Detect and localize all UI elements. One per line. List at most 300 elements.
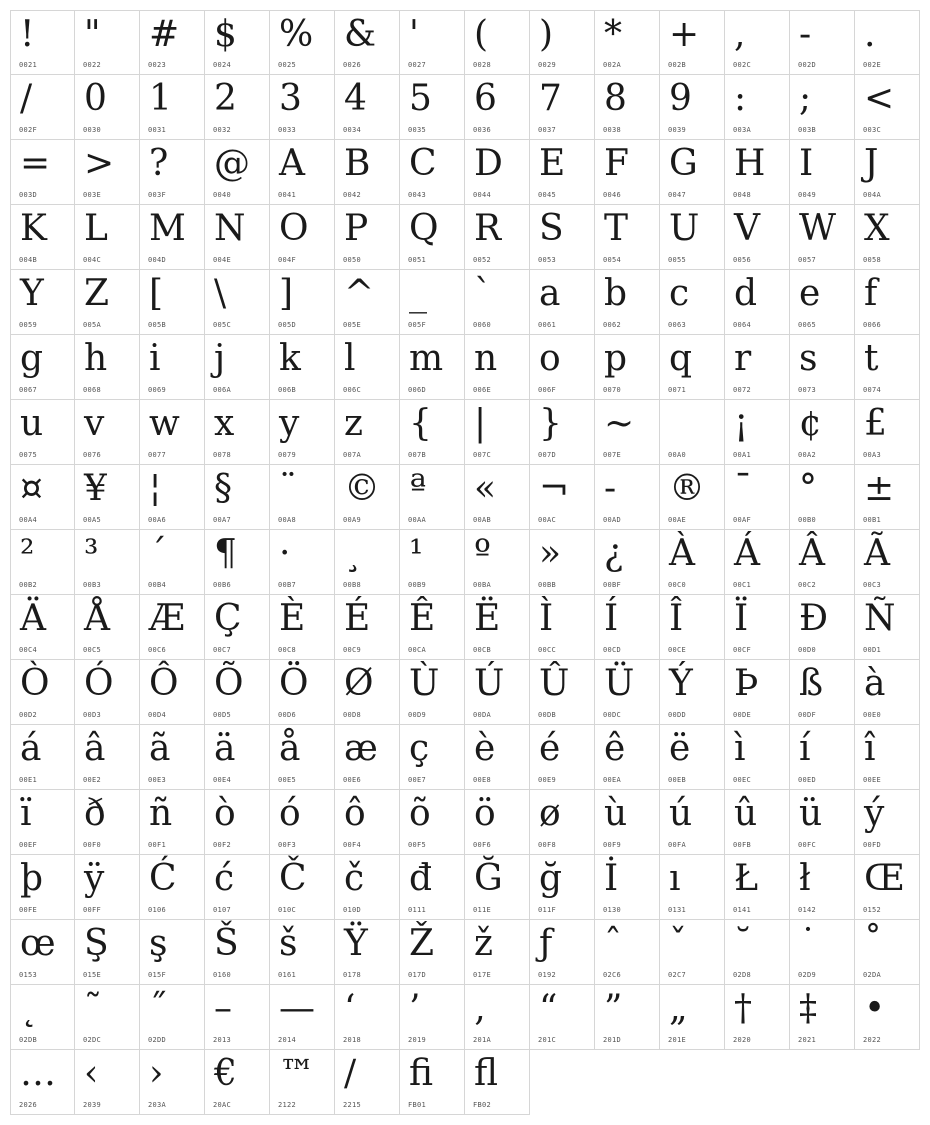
glyph-char: œ	[20, 923, 56, 964]
glyph-code: 2039	[83, 1101, 102, 1109]
glyph-cell-u011e	[465, 855, 530, 920]
glyph-char: W	[799, 208, 837, 249]
glyph-char: '	[409, 14, 419, 55]
glyph-cell-u004d	[140, 205, 205, 270]
glyph-cell-u00fb	[725, 790, 790, 855]
glyph-cell-u0067	[10, 335, 75, 400]
glyph-code: 010D	[343, 906, 362, 914]
glyph-code: 004D	[148, 256, 167, 264]
glyph-cell-u0131	[660, 855, 725, 920]
glyph-cell-u0064	[725, 270, 790, 335]
glyph-cell-u02c7	[660, 920, 725, 985]
glyph-char: Œ	[864, 858, 905, 899]
glyph-code: 0042	[343, 191, 362, 199]
glyph-cell-u0049	[790, 140, 855, 205]
glyph-char: ∕	[344, 1053, 357, 1094]
glyph-char: ‡	[799, 988, 817, 1029]
glyph-cell-u00dc	[595, 660, 660, 725]
glyph-cell-u0057	[790, 205, 855, 270]
glyph-cell-u005e	[335, 270, 400, 335]
glyph-cell-u0058	[855, 205, 920, 270]
glyph-cell-u0111	[400, 855, 465, 920]
glyph-char: í	[799, 728, 811, 769]
glyph-cell-u0072	[725, 335, 790, 400]
glyph-char: —	[279, 988, 315, 1029]
glyph-code: 0029	[538, 61, 557, 69]
glyph-cell-u00cc	[530, 595, 595, 660]
glyph-code: 00B9	[408, 581, 427, 589]
glyph-char: ć	[214, 858, 235, 899]
glyph-char: X	[864, 208, 890, 249]
glyph-cell-u0037	[530, 75, 595, 140]
glyph-code: 00E4	[213, 776, 232, 784]
glyph-code: 0160	[213, 971, 232, 979]
glyph-code: 003B	[798, 126, 817, 134]
glyph-cell-u0056	[725, 205, 790, 270]
glyph-cell-u00aa	[400, 465, 465, 530]
glyph-cell-u011f	[530, 855, 595, 920]
glyph-cell-u02d8	[725, 920, 790, 985]
glyph-code: 00AE	[668, 516, 687, 524]
glyph-code: 006D	[408, 386, 427, 394]
glyph-char: å	[279, 728, 301, 769]
glyph-char: ł	[799, 858, 811, 899]
glyph-char: Ã	[864, 533, 890, 574]
glyph-cell-u00d0	[790, 595, 855, 660]
glyph-cell-u00e1	[10, 725, 75, 790]
glyph-char: ü	[799, 793, 823, 834]
glyph-char: O	[279, 208, 309, 249]
glyph-code: 00EC	[733, 776, 752, 784]
glyph-cell-u0054	[595, 205, 660, 270]
glyph-code: 0065	[798, 321, 817, 329]
glyph-cell-u0045	[530, 140, 595, 205]
glyph-cell-u007d	[530, 400, 595, 465]
glyph-cell-u00d3	[75, 660, 140, 725]
glyph-code: 015F	[148, 971, 167, 979]
glyph-code: 0028	[473, 61, 492, 69]
glyph-code: 00B3	[83, 581, 102, 589]
glyph-code: 00E7	[408, 776, 427, 784]
glyph-cell-u00cd	[595, 595, 660, 660]
glyph-char: i	[149, 338, 161, 379]
glyph-cell-u017e	[465, 920, 530, 985]
glyph-code: 004E	[213, 256, 232, 264]
glyph-char: ¯	[734, 468, 752, 509]
glyph-char: y	[279, 403, 300, 444]
glyph-char: =	[20, 143, 51, 184]
glyph-char: k	[279, 338, 301, 379]
glyph-cell-u00a0	[660, 400, 725, 465]
glyph-char: º	[474, 533, 491, 574]
glyph-code: 00A4	[19, 516, 38, 524]
glyph-cell-u002b	[660, 10, 725, 75]
glyph-cell-u00ce	[660, 595, 725, 660]
glyph-cell-u00c8	[270, 595, 335, 660]
glyph-code: 00DA	[473, 711, 492, 719]
glyph-code: 203A	[148, 1101, 167, 1109]
glyph-code: 00CE	[668, 646, 687, 654]
glyph-code: 0070	[603, 386, 622, 394]
glyph-cell-u00e3	[140, 725, 205, 790]
glyph-cell-u007e	[595, 400, 660, 465]
glyph-char: İ	[604, 858, 619, 899]
glyph-cell-u2019	[400, 985, 465, 1050]
glyph-char: æ	[344, 728, 378, 769]
glyph-char: È	[279, 598, 306, 639]
glyph-char: t	[864, 338, 879, 379]
glyph-cell-u003c	[855, 75, 920, 140]
glyph-char: Ê	[409, 598, 436, 639]
glyph-char: ±	[864, 468, 895, 509]
glyph-cell-u00df	[790, 660, 855, 725]
glyph-code: 00CC	[538, 646, 557, 654]
glyph-code: 005D	[278, 321, 297, 329]
glyph-char: Ó	[84, 663, 114, 704]
glyph-code: 201A	[473, 1036, 492, 1044]
glyph-code: 00F0	[83, 841, 102, 849]
glyph-char: Ð	[799, 598, 829, 639]
glyph-code: 002C	[733, 61, 752, 69]
glyph-char: ì	[734, 728, 746, 769]
glyph-code: 02DB	[19, 1036, 38, 1044]
glyph-char: č	[344, 858, 365, 899]
glyph-code: 003F	[148, 191, 167, 199]
glyph-char: ñ	[149, 793, 173, 834]
glyph-char: 2	[214, 78, 237, 119]
glyph-code: 00DC	[603, 711, 622, 719]
glyph-char: Ÿ	[344, 923, 368, 964]
glyph-code: 0054	[603, 256, 622, 264]
glyph-cell-u00bf	[595, 530, 660, 595]
glyph-char: Ù	[409, 663, 440, 704]
glyph-char: À	[669, 533, 695, 574]
glyph-code: 017E	[473, 971, 492, 979]
glyph-char: p	[604, 338, 628, 379]
glyph-cell-u0068	[75, 335, 140, 400]
glyph-char: [	[149, 273, 164, 314]
glyph-char: ˙	[799, 923, 817, 964]
glyph-char: Å	[84, 598, 110, 639]
glyph-char: ‚	[474, 988, 486, 1029]
glyph-char: Ò	[20, 663, 50, 704]
glyph-cell-u0130	[595, 855, 660, 920]
glyph-code: 00D0	[798, 646, 817, 654]
glyph-char: ý	[864, 793, 885, 834]
glyph-cell-u006c	[335, 335, 400, 400]
glyph-char: ﬁ	[409, 1053, 434, 1094]
glyph-cell-u015f	[140, 920, 205, 985]
glyph-code: 0039	[668, 126, 687, 134]
glyph-code: 00C8	[278, 646, 297, 654]
glyph-code: 02D8	[733, 971, 752, 979]
glyph-cell-u004b	[10, 205, 75, 270]
glyph-cell-u0071	[660, 335, 725, 400]
glyph-code: 00D3	[83, 711, 102, 719]
glyph-cell-u002c	[725, 10, 790, 75]
glyph-cell-u003d	[10, 140, 75, 205]
glyph-cell-u0031	[140, 75, 205, 140]
glyph-char: ë	[669, 728, 691, 769]
glyph-code: 0130	[603, 906, 622, 914]
glyph-cell-u006e	[465, 335, 530, 400]
glyph-code: 00FA	[668, 841, 687, 849]
glyph-char: P	[344, 208, 369, 249]
glyph-cell-u003b	[790, 75, 855, 140]
glyph-code: 00B0	[798, 516, 817, 524]
glyph-code: 0049	[798, 191, 817, 199]
glyph-char: d	[734, 273, 758, 314]
glyph-cell-u005b	[140, 270, 205, 335]
glyph-code: 0047	[668, 191, 687, 199]
glyph-char: «	[474, 468, 497, 509]
glyph-char: Ä	[20, 598, 46, 639]
glyph-cell-u00c9	[335, 595, 400, 660]
glyph-char: ]	[279, 273, 294, 314]
glyph-char: è	[474, 728, 496, 769]
glyph-char: ö	[474, 793, 496, 834]
glyph-char: ¹	[409, 533, 424, 574]
glyph-cell-u0034	[335, 75, 400, 140]
glyph-code: 00BF	[603, 581, 622, 589]
glyph-cell-u0026	[335, 10, 400, 75]
glyph-code: 015E	[83, 971, 102, 979]
glyph-char: ø	[539, 793, 561, 834]
glyph-code: 0034	[343, 126, 362, 134]
glyph-code: 0111	[408, 906, 427, 914]
glyph-char: ™	[279, 1053, 315, 1094]
glyph-cell-u00ae	[660, 465, 725, 530]
glyph-code: 2014	[278, 1036, 297, 1044]
glyph-char: þ	[20, 858, 44, 899]
glyph-code: 0142	[798, 906, 817, 914]
glyph-cell-u2020	[725, 985, 790, 1050]
glyph-code: 00D2	[19, 711, 38, 719]
glyph-code: 00CF	[733, 646, 752, 654]
glyph-code: 00F3	[278, 841, 297, 849]
glyph-code: 00F4	[343, 841, 362, 849]
glyph-code: 00A0	[668, 451, 687, 459]
glyph-cell-u00db	[530, 660, 595, 725]
glyph-cell-u00eb	[660, 725, 725, 790]
glyph-code: 0046	[603, 191, 622, 199]
glyph-cell-u203a	[140, 1050, 205, 1115]
glyph-code: 006B	[278, 386, 297, 394]
glyph-cell-u0178	[335, 920, 400, 985]
glyph-char: ²	[20, 533, 35, 574]
glyph-char: {	[409, 403, 432, 444]
glyph-cell-u2014	[270, 985, 335, 1050]
glyph-cell-u00dd	[660, 660, 725, 725]
glyph-code: 00C2	[798, 581, 817, 589]
glyph-code: 005A	[83, 321, 102, 329]
glyph-code: 0066	[863, 321, 882, 329]
glyph-char: ’	[409, 988, 421, 1029]
glyph-code: 00A7	[213, 516, 232, 524]
glyph-char: ä	[214, 728, 236, 769]
glyph-cell-u0047	[660, 140, 725, 205]
glyph-char: ‘	[344, 988, 356, 1029]
glyph-code: 2026	[19, 1101, 38, 1109]
glyph-char: î	[864, 728, 876, 769]
glyph-char: ˇ	[669, 923, 687, 964]
glyph-cell-u0021	[10, 10, 75, 75]
glyph-char: <	[864, 78, 895, 119]
glyph-char: ç	[409, 728, 430, 769]
glyph-cell-u00a9	[335, 465, 400, 530]
glyph-char: ‹	[84, 1053, 99, 1094]
glyph-char: -	[604, 468, 617, 509]
glyph-char: ž	[474, 923, 493, 964]
glyph-char: †	[734, 988, 752, 1029]
glyph-char: B	[344, 143, 371, 184]
glyph-code: 00CA	[408, 646, 427, 654]
glyph-cell-u015e	[75, 920, 140, 985]
glyph-cell-u00c5	[75, 595, 140, 660]
glyph-cell-u00e6	[335, 725, 400, 790]
glyph-char: &	[344, 14, 377, 55]
glyph-char: ¶	[214, 533, 237, 574]
glyph-char: _	[409, 273, 427, 314]
glyph-code: 0079	[278, 451, 297, 459]
glyph-char: e	[799, 273, 821, 314]
glyph-cell-u0073	[790, 335, 855, 400]
glyph-char: Ý	[669, 663, 693, 704]
glyph-code: 00E8	[473, 776, 492, 784]
glyph-cell-u02dd	[140, 985, 205, 1050]
glyph-char: -	[799, 14, 812, 55]
glyph-code: 0072	[733, 386, 752, 394]
glyph-char: |	[474, 403, 487, 444]
glyph-cell-u00d8	[335, 660, 400, 725]
glyph-char: „	[669, 988, 688, 1029]
glyph-cell-u004e	[205, 205, 270, 270]
glyph-cell-u201e	[660, 985, 725, 1050]
glyph-cell-u0142	[790, 855, 855, 920]
glyph-code: 0192	[538, 971, 557, 979]
glyph-char: }	[539, 403, 562, 444]
glyph-code: 006F	[538, 386, 557, 394]
glyph-code: 00C6	[148, 646, 167, 654]
glyph-cell-u00c7	[205, 595, 270, 660]
glyph-code: 004C	[83, 256, 102, 264]
glyph-cell-u02c6	[595, 920, 660, 985]
glyph-cell-u0052	[465, 205, 530, 270]
glyph-char: H	[734, 143, 766, 184]
glyph-code: 0141	[733, 906, 752, 914]
glyph-char: ®	[669, 468, 705, 509]
glyph-code: 201C	[538, 1036, 557, 1044]
glyph-code: 00D5	[213, 711, 232, 719]
glyph-cell-u00cf	[725, 595, 790, 660]
glyph-cell-u007a	[335, 400, 400, 465]
glyph-char: #	[149, 14, 180, 55]
glyph-char: @	[214, 143, 250, 184]
glyph-char: é	[539, 728, 561, 769]
glyph-char: •	[864, 988, 886, 1029]
glyph-char: Y	[20, 273, 44, 314]
glyph-cell-u02da	[855, 920, 920, 985]
glyph-char: Á	[734, 533, 760, 574]
glyph-cell-u20ac	[205, 1050, 270, 1115]
glyph-code: 0053	[538, 256, 557, 264]
glyph-cell-u2122	[270, 1050, 335, 1115]
glyph-char: ˛	[20, 988, 38, 1029]
glyph-char: ˚	[864, 923, 882, 964]
glyph-cell-u02dc	[75, 985, 140, 1050]
glyph-char: ›	[149, 1053, 164, 1094]
glyph-code: 2022	[863, 1036, 882, 1044]
glyph-char: !	[20, 14, 35, 55]
glyph-char: à	[864, 663, 886, 704]
glyph-code: 0153	[19, 971, 38, 979]
glyph-char: Ć	[149, 858, 177, 899]
glyph-code: 0067	[19, 386, 38, 394]
glyph-code: 006C	[343, 386, 362, 394]
glyph-char: ¢	[799, 403, 822, 444]
glyph-char: Ž	[409, 923, 435, 964]
glyph-code: 00CD	[603, 646, 622, 654]
glyph-code: 2018	[343, 1036, 362, 1044]
glyph-char: Ø	[344, 663, 374, 704]
glyph-cell-u00a1	[725, 400, 790, 465]
glyph-cell-u005c	[205, 270, 270, 335]
glyph-char: ¤	[20, 468, 43, 509]
glyph-char: Â	[799, 533, 825, 574]
glyph-char: Ï	[734, 598, 749, 639]
glyph-cell-u00d1	[855, 595, 920, 660]
glyph-code: 0022	[83, 61, 102, 69]
glyph-cell-u010c	[270, 855, 335, 920]
glyph-cell-u0046	[595, 140, 660, 205]
glyph-code: 0077	[148, 451, 167, 459]
glyph-code: 00F1	[148, 841, 167, 849]
glyph-cell-u00ac	[530, 465, 595, 530]
glyph-code: 00C1	[733, 581, 752, 589]
glyph-char: R	[474, 208, 502, 249]
glyph-code: 00D6	[278, 711, 297, 719]
glyph-code: 0056	[733, 256, 752, 264]
glyph-cell-u0023	[140, 10, 205, 75]
glyph-code: 0035	[408, 126, 427, 134]
glyph-code: 0062	[603, 321, 622, 329]
glyph-code: 0060	[473, 321, 492, 329]
glyph-cell-u0035	[400, 75, 465, 140]
glyph-cell-u00d9	[400, 660, 465, 725]
glyph-char: ˜	[84, 988, 102, 1029]
glyph-code: 00C9	[343, 646, 362, 654]
glyph-char: 5	[409, 78, 432, 119]
glyph-code: 201E	[668, 1036, 687, 1044]
glyph-code: 00B7	[278, 581, 297, 589]
glyph-code: 0048	[733, 191, 752, 199]
glyph-cell-u0070	[595, 335, 660, 400]
glyph-code: 00A2	[798, 451, 817, 459]
glyph-char: €	[214, 1053, 237, 1094]
glyph-char: w	[149, 403, 180, 444]
glyph-code: 00F5	[408, 841, 427, 849]
glyph-code: 00AB	[473, 516, 492, 524]
glyph-char: s	[799, 338, 818, 379]
glyph-code: 00DF	[798, 711, 817, 719]
glyph-code: 0023	[148, 61, 167, 69]
glyph-char: x	[214, 403, 235, 444]
glyph-code: 2020	[733, 1036, 752, 1044]
glyph-char: Ł	[734, 858, 759, 899]
glyph-char: b	[604, 273, 628, 314]
glyph-code: 02D9	[798, 971, 817, 979]
glyph-code: 0057	[798, 256, 817, 264]
